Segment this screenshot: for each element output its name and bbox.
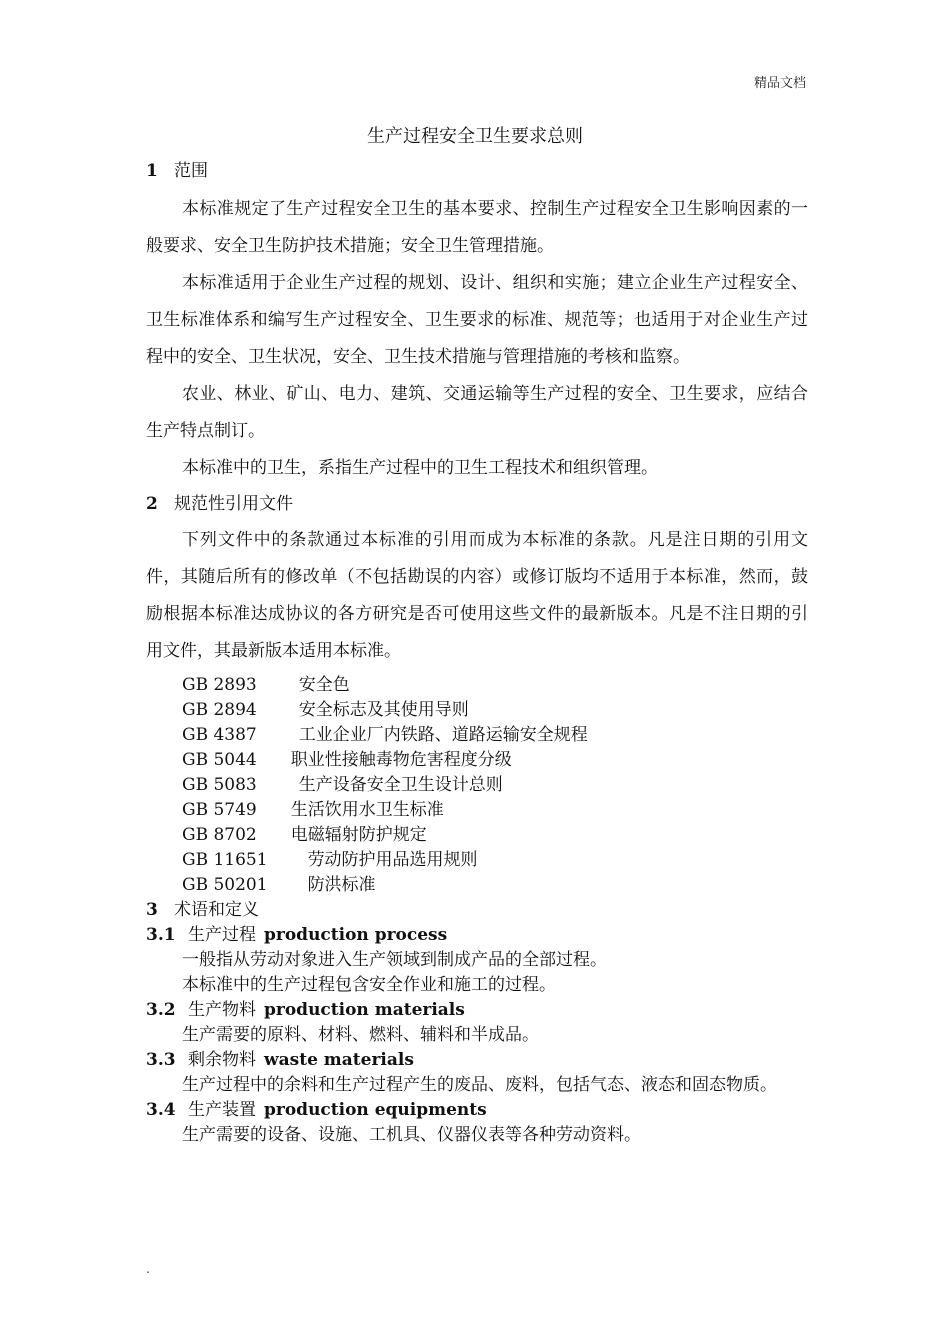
standard-title: 安全色: [298, 675, 350, 695]
term-number: 3.2: [146, 1000, 176, 1020]
standard-code: GB 5749: [182, 800, 257, 820]
standard-code: GB 5083: [182, 775, 257, 795]
standard-title: 职业性接触毒物危害程度分级: [290, 750, 512, 770]
term-number: 3.1: [146, 925, 176, 945]
standard-title: 劳动防护用品选用规则: [307, 850, 478, 870]
standard-title: 防洪标准: [307, 875, 376, 895]
reference-item: [182, 673, 808, 698]
standard-code: GB 4387: [182, 725, 257, 745]
term-definition: 生产过程中的余料和生产过程产生的废品、废料，包括气态、液态和固态物质。: [182, 1075, 777, 1095]
reference-item: [182, 748, 808, 773]
term-en: waste materials: [264, 1050, 414, 1070]
term-zh: 生产装置: [188, 1100, 256, 1120]
standard-title: 安全标志及其使用导则: [298, 700, 469, 720]
standard-code: GB 8702: [182, 825, 257, 845]
term-3-2-heading: [146, 998, 808, 1023]
reference-item: [182, 823, 808, 848]
term-definition: 生产需要的原料、材料、燃料、辅料和半成品。: [182, 1025, 539, 1045]
term-en: production process: [264, 925, 448, 945]
document-title: 生产过程安全卫生要求总则: [367, 126, 583, 147]
section-1-heading: [146, 156, 808, 186]
reference-item: [182, 773, 808, 798]
term-3-3-heading: [146, 1048, 808, 1073]
standard-code: GB 2893: [182, 675, 257, 695]
paragraph: 本标准中的卫生，系指生产过程中的卫生工程技术和组织管理。: [182, 458, 658, 478]
term-3-1-heading: [146, 923, 808, 948]
standard-code: GB 50201: [182, 875, 268, 895]
section-2-heading: [146, 489, 808, 519]
footer-dot: .: [146, 1262, 150, 1276]
term-zh: 剩余物料: [188, 1050, 256, 1070]
term-en: production equipments: [264, 1100, 487, 1120]
term-zh: 生产物料: [188, 1000, 256, 1020]
term-zh: 生产过程: [188, 925, 256, 945]
term-definition: 一般指从劳动对象进入生产领域到制成产品的全部过程。: [182, 950, 607, 970]
standard-code: GB 2894: [182, 700, 257, 720]
standard-code: GB 11651: [182, 850, 268, 870]
section-3-heading: [146, 898, 808, 923]
reference-item: [182, 798, 808, 823]
reference-list: [182, 673, 808, 898]
standard-title: 电磁辐射防护规定: [290, 825, 427, 845]
term-definition: 生产需要的设备、设施、工机具、仪器仪表等各种劳动资料。: [182, 1125, 641, 1145]
paragraph: 农业、林业、矿山、电力、建筑、交通运输等生产过程的安全、卫生要求，应结合生产特点制订。: [146, 384, 808, 441]
term-number: 3.3: [146, 1050, 176, 1070]
reference-item: [182, 723, 808, 748]
standard-title: 生活饮用水卫生标准: [290, 800, 444, 820]
term-en: production materials: [264, 1000, 465, 1020]
paragraph: 下列文件中的条款通过本标准的引用而成为本标准的条款。凡是注日期的引用文件，其随后所有的修改单（不包括勘误的内容）或修订版均不适用于本标准，然而，鼓励根据本标准达成协议的各方研究是否可使用这些文件的最新版本。凡是不注日期的引用文件，其最新版本适用本标准。: [146, 530, 808, 661]
header-mark: 精品文档: [753, 76, 806, 91]
term-number: 3.4: [146, 1100, 176, 1120]
standard-code: GB 5044: [182, 750, 257, 770]
section-number: 1: [146, 161, 158, 181]
paragraph: 本标准规定了生产过程安全卫生的基本要求、控制生产过程安全卫生影响因素的一般要求、安全卫生防护技术措施；安全卫生管理措施。: [146, 199, 808, 256]
section-number: 3: [146, 900, 158, 920]
term-definition: 本标准中的生产过程包含安全作业和施工的过程。: [182, 975, 556, 995]
reference-item: [182, 873, 808, 898]
standard-title: 生产设备安全卫生设计总则: [298, 775, 503, 795]
reference-item: [182, 848, 808, 873]
section-title: 范围: [174, 161, 208, 181]
reference-item: [182, 698, 808, 723]
term-3-4-heading: [146, 1098, 808, 1123]
document-body: [146, 156, 808, 1148]
section-title: 规范性引用文件: [174, 494, 293, 514]
section-number: 2: [146, 494, 158, 514]
paragraph: 本标准适用于企业生产过程的规划、设计、组织和实施；建立企业生产过程安全、卫生标准体系和编写生产过程安全、卫生要求的标准、规范等；也适用于对企业生产过程中的安全、卫生状况，安全、卫生技术措施与管理措施的考核和监察。: [146, 273, 808, 367]
standard-title: 工业企业厂内铁路、道路运输安全规程: [298, 725, 588, 745]
section-title: 术语和定义: [174, 900, 259, 920]
